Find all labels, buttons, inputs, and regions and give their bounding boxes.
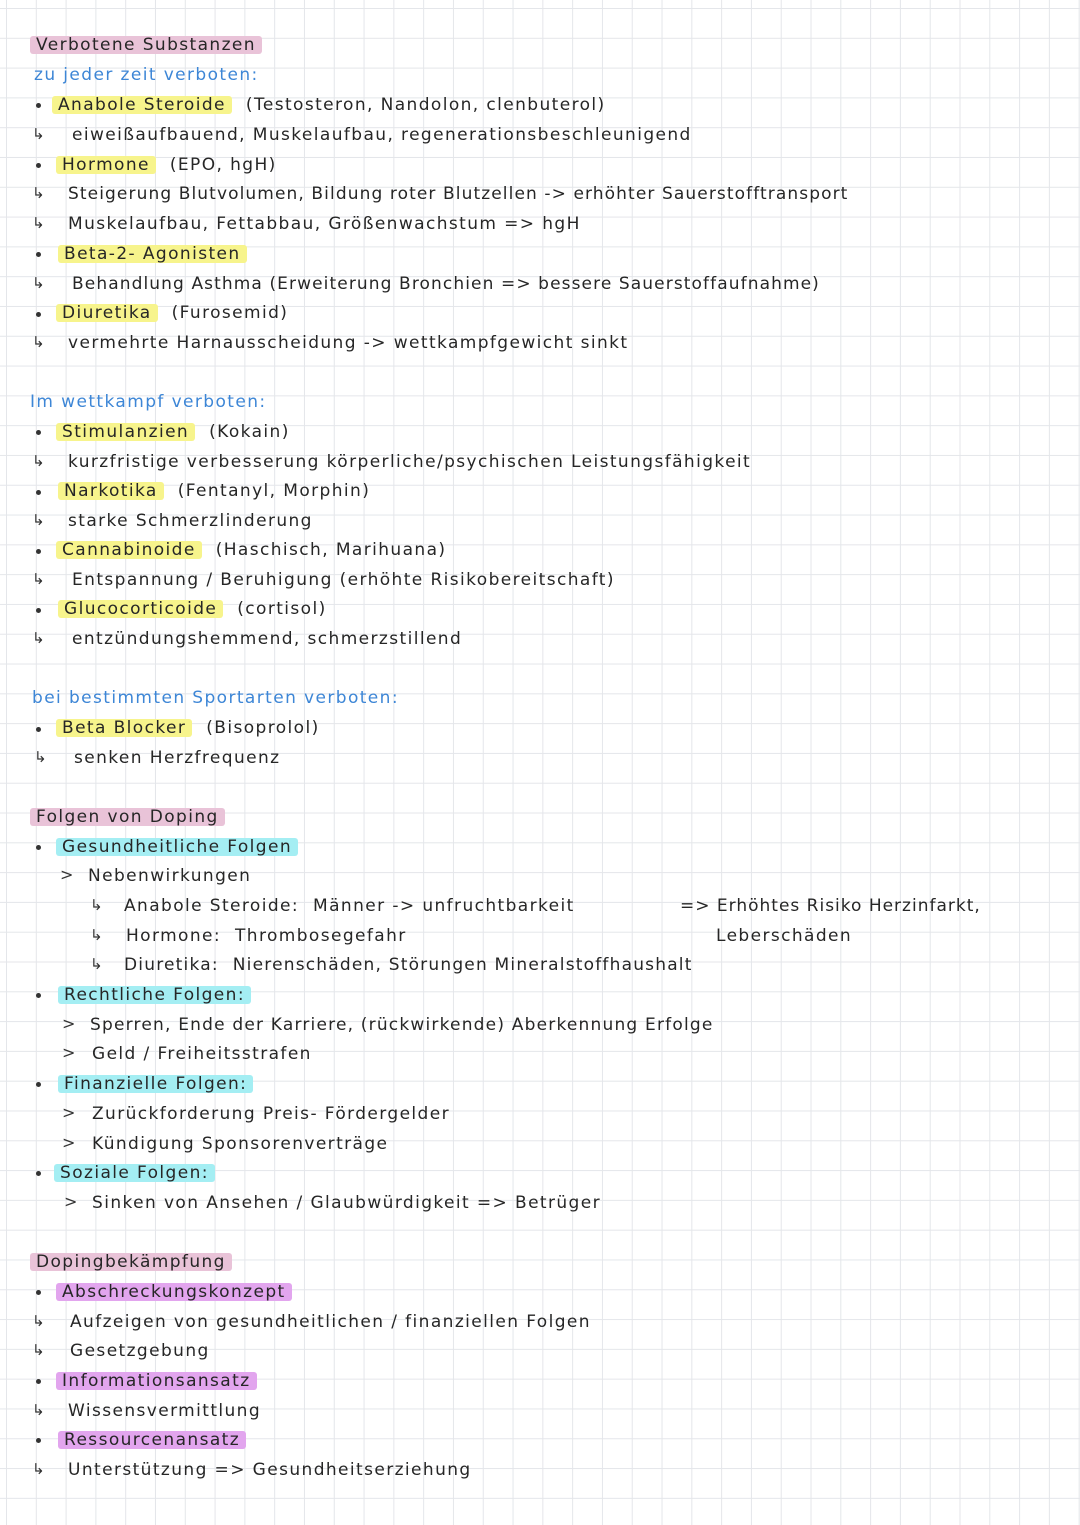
info-item-1: Wissensvermittlung [68, 1401, 262, 1421]
nw-anabole: Anabole Steroide: Männer -> unfruchtbarkeit [124, 896, 575, 916]
item-ressourcenansatz: Ressourcenansatz [58, 1429, 246, 1451]
effect-cannabinoide: Entspannung / Beruhigung (erhöhte Risikobereitschaft) [72, 570, 615, 590]
arrow-icon: ↳ [34, 748, 47, 766]
bullet-icon [36, 1171, 41, 1176]
arrow-icon: ↳ [32, 184, 45, 202]
item-narkotika: Narkotika (Fentanyl, Morphin) [58, 480, 370, 502]
chevron-right-icon: > [60, 865, 74, 884]
effect-stimulanzien: kurzfristige verbesserung körperliche/psychischen Leistungsfähigkeit [68, 452, 752, 472]
finanz-item-2: Kündigung Sponsorenverträge [92, 1134, 389, 1154]
nw-diuretika: Diuretika: Nierenschäden, Störungen Mineralstoffhaushalt [124, 955, 693, 975]
effect-anabole: eiweißaufbauend, Muskelaufbau, regenerationsbeschleunigend [72, 125, 692, 145]
bullet-icon [36, 1290, 41, 1295]
chevron-right-icon: > [64, 1192, 78, 1211]
bullet-icon [36, 727, 41, 732]
item-beta2: Beta-2- Agonisten [58, 243, 247, 265]
arrow-icon: ↳ [32, 452, 45, 470]
abschreck-item-1: Aufzeigen von gesundheitlichen / finanziellen Folgen [70, 1312, 591, 1332]
subheading-bestimmte-sportarten: bei bestimmten Sportarten verboten: [32, 688, 399, 708]
bullet-icon [36, 549, 41, 554]
effect-beta2: Behandlung Asthma (Erweiterung Bronchien => bessere Sauerstoffaufnahme) [72, 274, 820, 294]
effect-hormone-1: Steigerung Blutvolumen, Bildung roter Blutzellen -> erhöhter Sauerstofftransport [68, 184, 849, 204]
ressourcen-item-1: Unterstützung => Gesundheitserziehung [68, 1460, 472, 1480]
bullet-icon [36, 1082, 41, 1087]
bullet-icon [36, 312, 41, 317]
item-cannabinoide: Cannabinoide (Haschisch, Marihuana) [56, 539, 446, 561]
arrow-icon: ↳ [32, 125, 45, 143]
item-soziale-folgen: Soziale Folgen: [54, 1162, 215, 1184]
item-diuretika: Diuretika (Furosemid) [56, 302, 288, 324]
chevron-right-icon: > [62, 1133, 76, 1152]
arrow-icon: ↳ [32, 1401, 45, 1419]
item-informationsansatz: Informationsansatz [56, 1370, 257, 1392]
bullet-icon [36, 993, 41, 998]
chevron-right-icon: > [62, 1103, 76, 1122]
item-rechtliche-folgen: Rechtliche Folgen: [58, 984, 251, 1006]
nw-hormone: Hormone: Thrombosegefahr [126, 926, 407, 946]
chevron-right-icon: > [62, 1043, 76, 1062]
finanz-item-1: Zurückforderung Preis- Fördergelder [92, 1104, 450, 1124]
chevron-right-icon: > [62, 1014, 76, 1033]
section-title-verbotene: Verbotene Substanzen [30, 34, 262, 56]
bullet-icon [36, 845, 41, 850]
item-finanzielle-folgen: Finanzielle Folgen: [58, 1073, 253, 1095]
arrow-icon: ↳ [32, 1341, 45, 1359]
recht-item-2: Geld / Freiheitsstrafen [92, 1044, 312, 1064]
abschreck-item-2: Gesetzgebung [70, 1341, 210, 1361]
subheading-zu-jeder-zeit: zu jeder zeit verboten: [34, 65, 259, 85]
nw-risiko: => Erhöhtes Risiko Herzinfarkt, [680, 896, 981, 916]
effect-narkotika: starke Schmerzlinderung [68, 511, 313, 531]
bullet-icon [36, 163, 41, 168]
arrow-icon: ↳ [32, 1460, 45, 1478]
bullet-icon [36, 490, 41, 495]
section-title-bekaempfung: Dopingbekämpfung [30, 1251, 232, 1273]
bullet-icon [36, 1379, 41, 1384]
bullet-icon [36, 103, 41, 108]
recht-item-1: Sperren, Ende der Karriere, (rückwirkende) Aberkennung Erfolge [90, 1015, 714, 1035]
arrow-icon: ↳ [90, 926, 103, 944]
arrow-icon: ↳ [32, 274, 45, 292]
effect-diuretika: vermehrte Harnausscheidung -> wettkampfgewicht sinkt [68, 333, 629, 353]
arrow-icon: ↳ [32, 1312, 45, 1330]
arrow-icon: ↳ [32, 511, 45, 529]
arrow-icon: ↳ [32, 570, 45, 588]
item-anabole: Anabole Steroide (Testosteron, Nandolon, clenbuterol) [52, 94, 606, 116]
arrow-icon: ↳ [90, 896, 103, 914]
arrow-icon: ↳ [90, 955, 103, 973]
subheading-im-wettkampf: Im wettkampf verboten: [30, 392, 267, 412]
nw-leberschaeden: Leberschäden [716, 926, 853, 946]
effect-betablocker: senken Herzfrequenz [74, 748, 281, 768]
bullet-icon [36, 1438, 41, 1443]
item-abschreckungskonzept: Abschreckungskonzept [56, 1281, 292, 1303]
arrow-icon: ↳ [32, 214, 45, 232]
item-glucocorticoide: Glucocorticoide (cortisol) [58, 598, 327, 620]
item-hormone: Hormone (EPO, hgH) [56, 154, 277, 176]
effect-hormone-2: Muskelaufbau, Fettabbau, Größenwachstum => hgH [68, 214, 581, 234]
effect-glucocorticoide: entzündungshemmend, schmerzstillend [72, 629, 463, 649]
bullet-icon [36, 608, 41, 613]
arrow-icon: ↳ [32, 629, 45, 647]
section-title-folgen: Folgen von Doping [30, 806, 225, 828]
item-betablocker: Beta Blocker (Bisoprolol) [56, 717, 320, 739]
arrow-icon: ↳ [32, 333, 45, 351]
item-stimulanzien: Stimulanzien (Kokain) [56, 421, 290, 443]
bullet-icon [36, 430, 41, 435]
nebenwirkungen: Nebenwirkungen [88, 866, 252, 886]
sozial-item-1: Sinken von Ansehen / Glaubwürdigkeit => Betrüger [92, 1193, 601, 1213]
item-gesundheitliche-folgen: Gesundheitliche Folgen [56, 836, 298, 858]
bullet-icon [36, 252, 41, 257]
